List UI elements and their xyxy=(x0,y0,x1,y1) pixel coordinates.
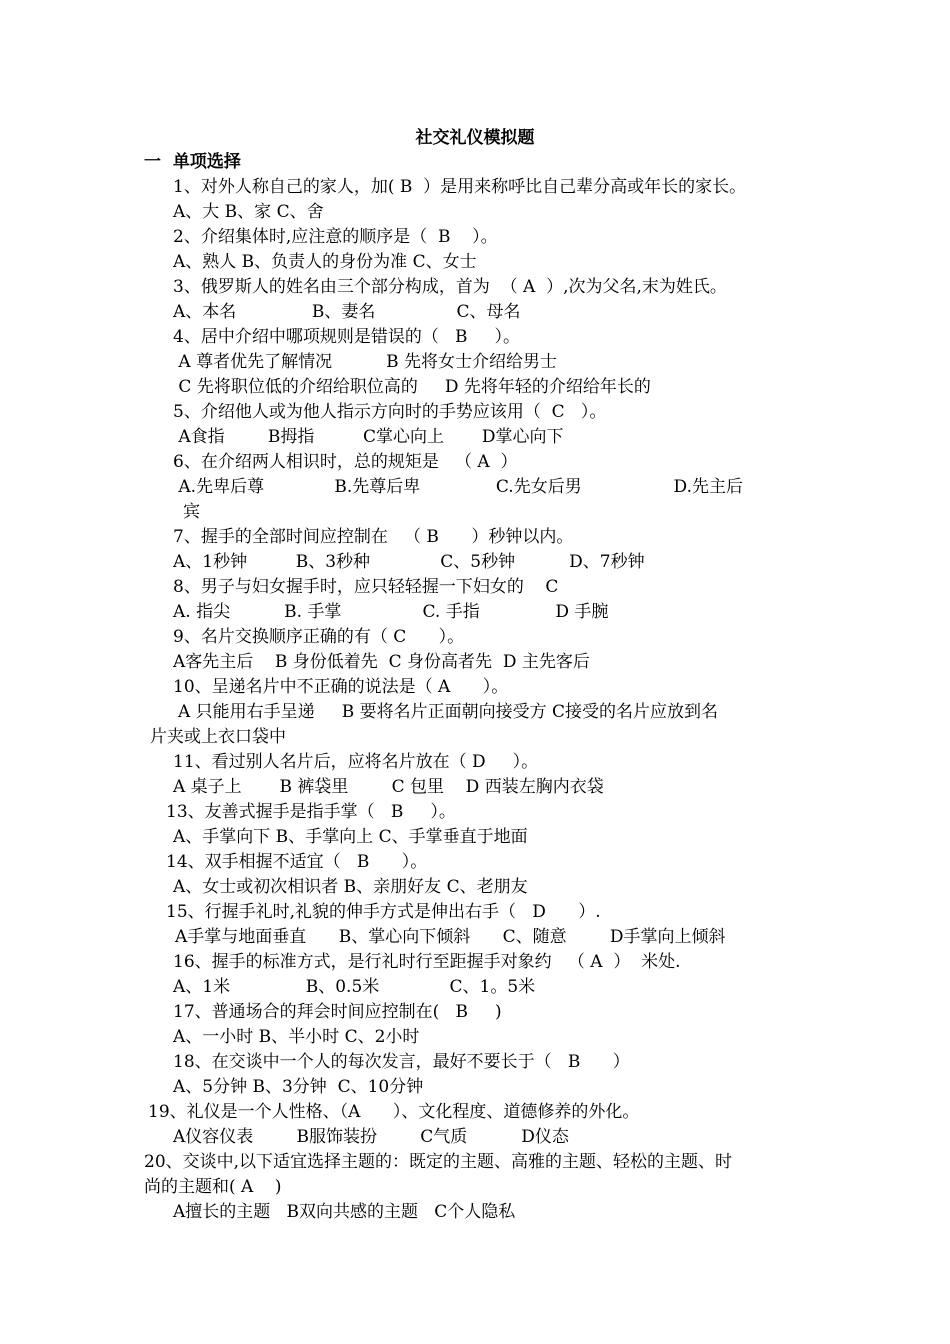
question-18-options: A、5分钟 B、3分钟 C、10分钟 xyxy=(173,1077,424,1097)
question-17: 17、普通场合的拜会时间应控制在( B ) xyxy=(173,1002,502,1022)
question-5-options: A食指 B拇指 C掌心向上 D掌心向下 xyxy=(173,427,564,447)
question-10-options-cont: 片夹或上衣口袋中 xyxy=(150,727,286,747)
question-10: 10、呈递名片中不正确的说法是（ A ）。 xyxy=(173,677,509,697)
question-7-options: A、1秒钟 B、3秒种 C、5秒钟 D、7秒钟 xyxy=(173,552,645,572)
question-9: 9、名片交换顺序正确的有（ C ）。 xyxy=(173,627,465,647)
question-13: 13、友善式握手是指手掌（ B ）。 xyxy=(166,802,456,822)
section-heading: 一 单项选择 xyxy=(144,152,241,172)
question-16-options: A、1米 B、0.5米 C、1。5米 xyxy=(173,977,536,997)
question-4-options-2: C 先将职位低的介绍给职位高的 D 先将年轻的介绍给年长的 xyxy=(173,377,651,397)
question-8-options: A. 指尖 B. 手掌 C. 手指 D 手腕 xyxy=(173,602,609,622)
question-5: 5、介绍他人或为他人指示方向时的手势应该用（ C ）。 xyxy=(173,402,607,422)
question-9-options: A客先主后 B 身份低着先 C 身份高者先 D 主先客后 xyxy=(173,652,590,672)
question-1: 1、对外人称自己的家人，加( B ）是用来称呼比自己辈分高或年长的家长。 xyxy=(173,177,747,197)
question-8: 8、男子与妇女握手时，应只轻轻握一下妇女的 C xyxy=(173,577,559,597)
question-19-options: A仪容仪表 B服饰装扮 C气质 D仪态 xyxy=(173,1127,569,1147)
question-16: 16、握手的标准方式，是行礼时行至距握手对象约 （ A ） 米处. xyxy=(173,952,681,972)
question-15-options: A手掌与地面垂直 B、掌心向下倾斜 C、随意 D手掌向上倾斜 xyxy=(175,927,726,947)
question-14-options: A、女士或初次相识者 B、亲朋好友 C、老朋友 xyxy=(173,877,528,897)
question-18: 18、在交谈中一个人的每次发言，最好不要长于（ B ） xyxy=(173,1052,630,1072)
question-17-options: A、一小时 B、半小时 C、2小时 xyxy=(173,1027,420,1047)
question-11: 11、看过别人名片后，应将名片放在（ D ）。 xyxy=(173,752,539,772)
question-6-options: A.先卑后尊 B.先尊后卑 C.先女后男 D.先主后 xyxy=(173,477,743,497)
question-11-options: A 桌子上 B 裤袋里 C 包里 D 西装左胸内衣袋 xyxy=(173,777,604,797)
question-7: 7、握手的全部时间应控制在 （ B ）秒钟以内。 xyxy=(173,527,574,547)
question-3-options: A、本名 B、妻名 C、母名 xyxy=(173,302,521,322)
question-19: 19、礼仪是一个人性格、（A ）、文化程度、道德修养的外化。 xyxy=(148,1102,640,1122)
question-15: 15、行握手礼时,礼貌的伸手方式是伸出右手（ D ）. xyxy=(166,902,601,922)
question-6-options-cont: 宾 xyxy=(183,502,200,522)
question-20-cont: 尚的主题和( A ) xyxy=(144,1177,282,1197)
question-2-options: A、熟人 B、负责人的身份为准 C、女士 xyxy=(173,252,477,272)
question-10-options: A 只能用右手呈递 B 要将名片正面朝向接受方 C接受的名片应放到名 xyxy=(178,702,719,722)
question-13-options: A、手掌向下 B、手掌向上 C、手掌垂直于地面 xyxy=(173,827,528,847)
question-4: 4、居中介绍中哪项规则是错误的（ B ）。 xyxy=(173,327,521,347)
question-2: 2、介绍集体时,应注意的顺序是（ B ）。 xyxy=(173,227,498,247)
question-20: 20、交谈中,以下适宜选择主题的：既定的主题、高雅的主题、轻松的主题、时 xyxy=(144,1152,733,1172)
question-14: 14、双手相握不适宜（ B ）。 xyxy=(166,852,428,872)
page-title: 社交礼仪模拟题 xyxy=(415,128,535,148)
question-6: 6、在介绍两人相识时，总的规矩是 （ A ） xyxy=(173,452,518,472)
question-20-options: A擅长的主题 B双向共感的主题 C个人隐私 xyxy=(173,1202,516,1222)
question-4-options-1: A 尊者优先了解情况 B 先将女士介绍给男士 xyxy=(173,352,558,372)
question-1-options: A、大 B、家 C、舍 xyxy=(173,202,324,222)
question-3: 3、俄罗斯人的姓名由三个部分构成，首为 （ A ）,次为父名,末为姓氏。 xyxy=(173,277,727,297)
